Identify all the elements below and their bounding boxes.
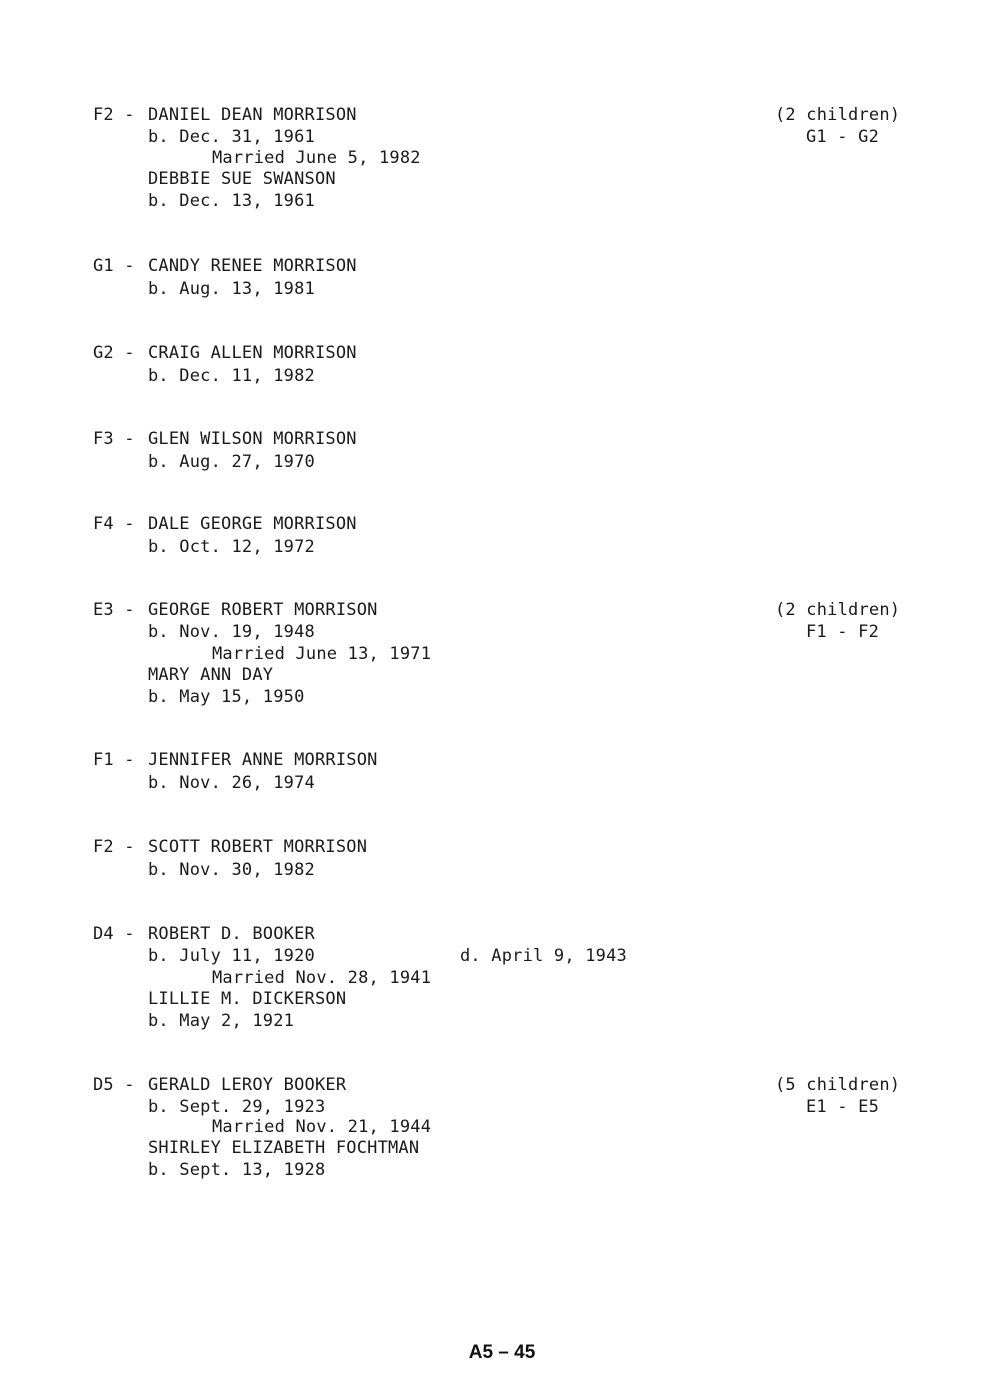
person-name: DALE GEORGE MORRISON <box>148 514 357 534</box>
person-name: CANDY RENEE MORRISON <box>148 256 357 276</box>
birth-date: b. Aug. 13, 1981 <box>148 279 315 299</box>
children-count: (5 children) <box>775 1075 901 1095</box>
children-count: (2 children) <box>775 105 901 125</box>
spouse-birth-date: b. May 15, 1950 <box>148 687 305 707</box>
person-name: JENNIFER ANNE MORRISON <box>148 750 378 770</box>
children-range: G1 - G2 <box>806 127 880 147</box>
entry-label: E3 - <box>93 600 135 620</box>
birth-date: b. Dec. 11, 1982 <box>148 366 315 386</box>
birth-date: b. July 11, 1920 <box>148 946 315 966</box>
entry-label: F1 - <box>93 750 135 770</box>
children-range: F1 - F2 <box>806 622 880 642</box>
birth-date: b. Nov. 30, 1982 <box>148 860 315 880</box>
birth-date: b. Sept. 29, 1923 <box>148 1097 326 1117</box>
entry-label: D5 - <box>93 1075 135 1095</box>
entry-label: F2 - <box>93 837 135 857</box>
birth-date: b. Nov. 19, 1948 <box>148 622 315 642</box>
spouse-birth-date: b. May 2, 1921 <box>148 1011 295 1031</box>
spouse-name: MARY ANN DAY <box>148 665 274 685</box>
spouse-name: SHIRLEY ELIZABETH FOCHTMAN <box>148 1138 420 1158</box>
person-name: GERALD LEROY BOOKER <box>148 1075 347 1095</box>
person-name: DANIEL DEAN MORRISON <box>148 105 357 125</box>
entry-label: G2 - <box>93 343 135 363</box>
birth-date: b. Dec. 31, 1961 <box>148 127 315 147</box>
entry-label: F2 - <box>93 105 135 125</box>
children-count: (2 children) <box>775 600 901 620</box>
spouse-birth-date: b. Sept. 13, 1928 <box>148 1160 326 1180</box>
person-name: CRAIG ALLEN MORRISON <box>148 343 357 363</box>
marriage-date: Married June 13, 1971 <box>212 644 432 664</box>
entry-label: G1 - <box>93 256 135 276</box>
spouse-birth-date: b. Dec. 13, 1961 <box>148 191 315 211</box>
person-name: GLEN WILSON MORRISON <box>148 429 357 449</box>
marriage-date: Married Nov. 21, 1944 <box>212 1117 432 1137</box>
marriage-date: Married Nov. 28, 1941 <box>212 968 432 988</box>
marriage-date: Married June 5, 1982 <box>212 148 421 168</box>
entry-label: F4 - <box>93 514 135 534</box>
birth-date: b. Oct. 12, 1972 <box>148 537 315 557</box>
spouse-name: DEBBIE SUE SWANSON <box>148 169 336 189</box>
entry-label: F3 - <box>93 429 135 449</box>
person-name: GEORGE ROBERT MORRISON <box>148 600 378 620</box>
birth-date: b. Aug. 27, 1970 <box>148 452 315 472</box>
person-name: ROBERT D. BOOKER <box>148 924 315 944</box>
death-date: d. April 9, 1943 <box>460 946 627 966</box>
children-range: E1 - E5 <box>806 1097 880 1117</box>
spouse-name: LILLIE M. DICKERSON <box>148 989 347 1009</box>
page-number: A5 – 45 <box>468 1342 536 1363</box>
birth-date: b. Nov. 26, 1974 <box>148 773 315 793</box>
entry-label: D4 - <box>93 924 135 944</box>
person-name: SCOTT ROBERT MORRISON <box>148 837 368 857</box>
